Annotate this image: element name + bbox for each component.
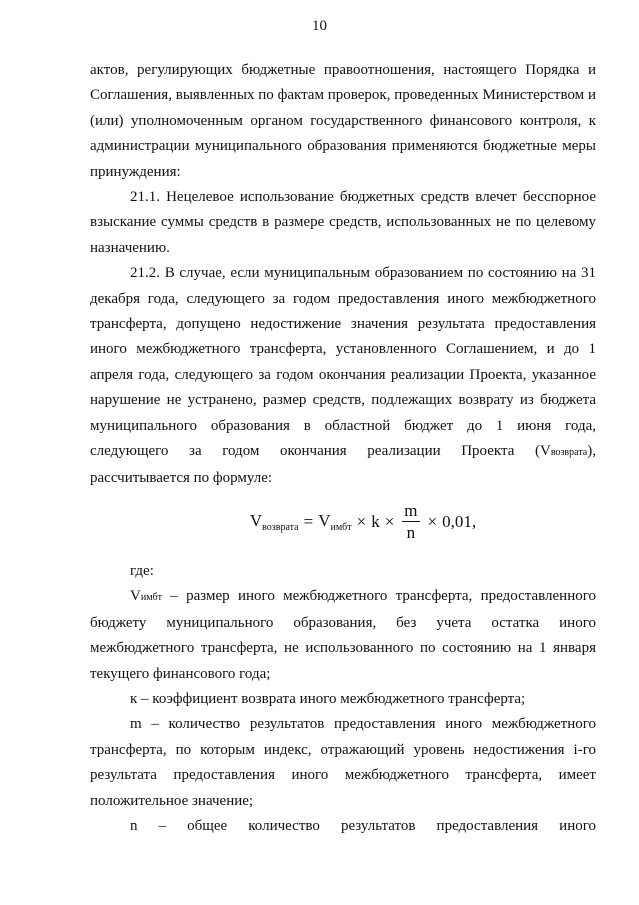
formula-equals: = xyxy=(303,511,314,531)
formula-times-2: × xyxy=(384,511,395,531)
definition-v-subscript: имбт xyxy=(140,592,162,604)
formula-coefficient: 0,01, xyxy=(442,511,477,531)
paragraph-21-2-tail: ), рассчитывается по формуле: xyxy=(90,443,596,486)
where-label: где: xyxy=(130,562,154,579)
definition-k: к – коэффициент возврата иного межбюджетного трансферта; xyxy=(130,690,526,707)
paragraph-21-2 xyxy=(90,261,596,491)
formula-fraction xyxy=(402,501,419,543)
page-number: 10 xyxy=(312,18,327,34)
formula-lhs-subscript: возврата xyxy=(262,521,299,533)
formula-times-1: × xyxy=(356,511,367,531)
paragraph-21-2-text: 21.2. В случае, если муниципальным образованием по состоянию на 31 декабря года, следующего за годом предоставления иного межбюджетного трансферта, допущено недостижение значения результата предоставления иного межбюджетного трансферта, установленного Соглашением, и до 1 апреля года, следующего за годом окончания реализации Проекта, указанное нарушение не устранено, размер средств, подлежащих возврату из бюджета муниципального образования в областной бюджет до 1 июня года, следующего за годом окончания реализации Проекта (V xyxy=(90,265,596,460)
formula-v-subscript: имбт xyxy=(330,521,352,533)
formula-numerator: m xyxy=(404,500,418,520)
definition-n: n – общее количество результатов предоставления иного xyxy=(130,817,596,834)
definition-v-text: – размер иного межбюджетного трансферта, предоставленного бюджету муниципального образования, без учета остатка иного межбюджетного трансферта, не использованного по состоянию на 1 января текущего финансового года; xyxy=(90,588,596,682)
return-formula xyxy=(90,493,596,551)
document-body xyxy=(90,58,596,839)
formula-v-imbt xyxy=(318,511,351,533)
formula-lhs-symbol: V xyxy=(249,510,263,530)
definition-v-imbt xyxy=(90,584,596,687)
formula-denominator: n xyxy=(406,522,416,542)
definition-m: m – количество результатов предоставления иного межбюджетного трансферта, по которым индекс, отражающий уровень недостижения i-го результата предоставления иного межбюджетного трансферта, имеет положительное значение; xyxy=(90,716,596,809)
paragraph-measures: актов, регулирующих бюджетные правоотношения, настоящего Порядка и Соглашения, выявленных по фактам проверок, проведенных Министерством и (или) уполномоченным органом государственного финансового контроля, к администрации муниципального образования применяются бюджетные меры принуждения: xyxy=(90,62,596,180)
formula-times-3: × xyxy=(427,511,438,531)
paragraph-21-1: 21.1. Нецелевое использование бюджетных средств влечет бесспорное взыскание суммы средств в размере средств, использованных не по целевому назначению. xyxy=(90,189,596,256)
formula-k: k xyxy=(371,511,380,531)
formula-v-symbol: V xyxy=(318,510,331,530)
definition-v-symbol: V xyxy=(130,588,141,605)
formula-lhs xyxy=(250,511,299,533)
paragraph-21-2-subscript: возврата xyxy=(550,447,588,459)
